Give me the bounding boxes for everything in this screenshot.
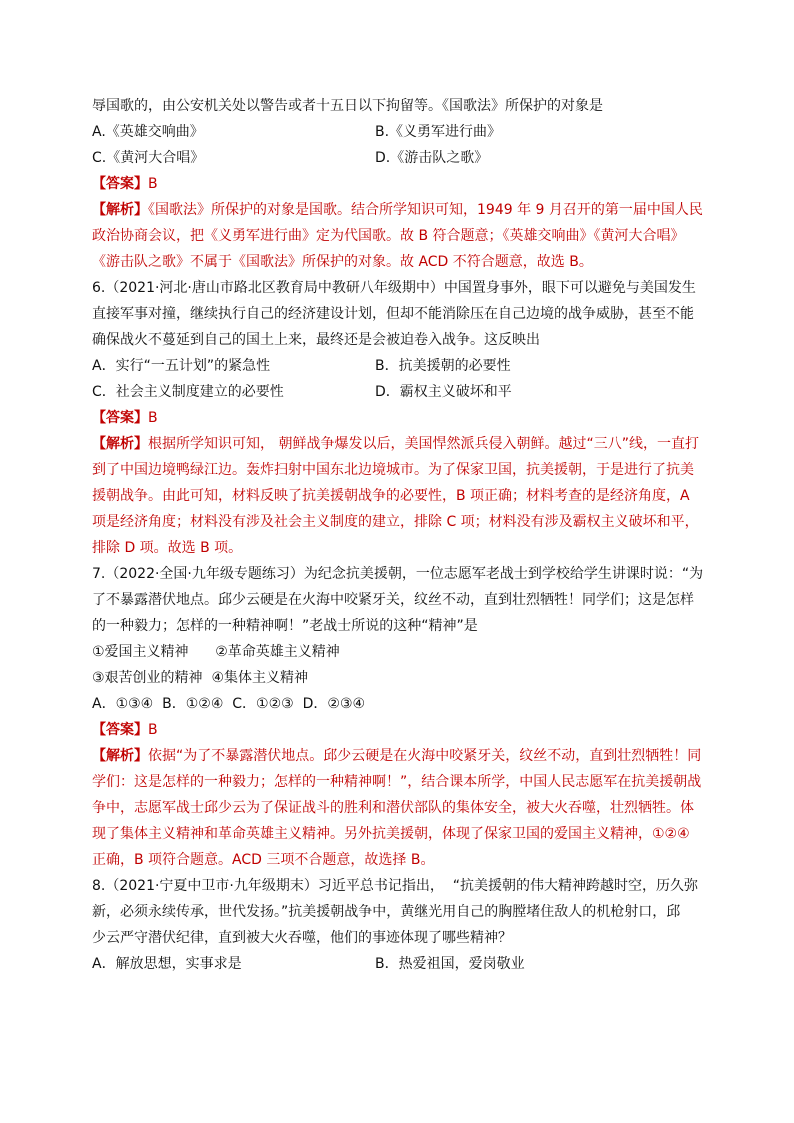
q5-analysis — [92, 197, 716, 275]
q6-option-d: D．霸权主义破坏和平 — [375, 384, 512, 400]
q7-item-row-1: ①爱国主义精神 ②革命英雄主义精神 — [92, 644, 340, 660]
analysis-line: 到了中国边境鸭绿江边。轰炸扫射中国东北边境城市。为了保家卫国，抗美援朝，于是进行了抗美 — [92, 462, 694, 478]
stem-line: 8.（2021·宁夏中卫市·九年级期末）习近平总书记指出， “抗美援朝的伟大精神跨越时空，历久弥 — [92, 878, 699, 894]
q7-options: A．①③④ B．①②④ C．①②③ D．②③④ — [92, 696, 366, 712]
q5-option-b: B.《义勇军进行曲》 — [375, 124, 502, 140]
q6-answer — [92, 405, 716, 431]
q5-option-d: D.《游击队之歌》 — [375, 150, 489, 166]
analysis-line: 依据“为了不暴露潜伏地点。邱少云硬是在火海中咬紧牙关，纹丝不动，直到壮烈牺牲！同 — [148, 748, 702, 764]
answer-tag: 【答案】 — [92, 410, 148, 426]
answer-value: B — [148, 410, 158, 426]
q6-options-row-2 — [92, 379, 716, 405]
answer-value: B — [148, 722, 158, 738]
stem-line: 了不暴露潜伏地点。邱少云硬是在火海中咬紧牙关，纹丝不动，直到壮烈牺牲！同学们；这是怎样 — [92, 592, 694, 608]
q6-options-row-1 — [92, 353, 716, 379]
analysis-line: 现了集体主义精神和革命英雄主义精神。另外抗美援朝，体现了保家卫国的爱国主义精神，①②④ — [92, 826, 690, 842]
answer-value: B — [148, 176, 158, 192]
q7-stem — [92, 561, 716, 639]
q6-option-b: B．抗美援朝的必要性 — [375, 358, 511, 374]
q6-option-a: A．实行“一五计划”的紧急性 — [92, 358, 271, 374]
stem-line: 新，必须永续传承，世代发扬。”抗美援朝战争中，黄继光用自己的胸膛堵住敌人的机枪射口，邱 — [92, 904, 681, 920]
stem-line: 7.（2022·全国·九年级专题练习）为纪念抗美援朝，一位志愿军老战士到学校给学生讲课时说：“为 — [92, 566, 704, 582]
stem-line: 直接军事对撞，继续执行自己的经济建设计划，但却不能消除压在自己边境的战争威胁，甚至不能 — [92, 306, 694, 322]
q7-item-row-2: ③艰苦创业的精神 ④集体主义精神 — [92, 670, 309, 686]
analysis-line: 援朝战争。由此可知，材料反映了抗美援朝战争的必要性，B 项正确；材料考查的是经济角度，A — [92, 488, 690, 504]
stem-line: 的一种毅力；怎样的一种精神啊！”老战士所说的这种“精神”是 — [92, 618, 478, 634]
document-page — [92, 93, 716, 977]
q8-stem — [92, 873, 716, 951]
q6-option-c: C．社会主义制度建立的必要性 — [92, 384, 284, 400]
analysis-line: 排除 D 项。故选 B 项。 — [92, 540, 243, 556]
q8-option-a: A．解放思想，实事求是 — [92, 956, 242, 972]
analysis-tag: 【解析】 — [92, 436, 148, 452]
analysis-line: 正确，B 项符合题意。ACD 三项不合题意，故选择 B。 — [92, 852, 435, 868]
stem-line: 6.（2021·河北·唐山市路北区教育局中教研八年级期中）中国置身事外，眼下可以避免与美国发生 — [92, 280, 696, 296]
q5-answer — [92, 171, 716, 197]
q7-analysis — [92, 743, 716, 873]
analysis-line: 项是经济角度；材料没有涉及社会主义制度的建立，排除 C 项；材料没有涉及霸权主义破坏和平， — [92, 514, 699, 530]
analysis-line: 根据所学知识可知， 朝鲜战争爆发以后，美国悍然派兵侵入朝鲜。越过“三八”线，一直打 — [148, 436, 699, 452]
analysis-line: 政治协商会议，把《义勇军进行曲》定为代国歌。故 B 符合题意；《英雄交响曲》《黄河大合唱》 — [92, 228, 685, 244]
answer-tag: 【答案】 — [92, 722, 148, 738]
q5-stem: 辱国歌的，由公安机关处以警告或者十五日以下拘留等。《国歌法》所保护的对象是 — [92, 98, 603, 114]
answer-tag: 【答案】 — [92, 176, 148, 192]
q6-stem — [92, 275, 716, 353]
stem-line: 确保战火不蔓延到自己的国土上来，最终还是会被迫卷入战争。这反映出 — [92, 332, 540, 348]
q7-answer — [92, 717, 716, 743]
q5-option-c: C.《黄河大合唱》 — [92, 150, 205, 166]
analysis-line: 争中，志愿军战士邱少云为了保证战斗的胜利和潜伏部队的集体安全，被大火吞噬，壮烈牺牲。体 — [92, 800, 694, 816]
q8-options-row-1 — [92, 951, 716, 977]
q5-options-row-2 — [92, 145, 716, 171]
stem-line: 少云严守潜伏纪律，直到被大火吞噬，他们的事迹体现了哪些精神？ — [92, 930, 512, 946]
analysis-tag: 【解析】 — [92, 748, 148, 764]
q5-option-a: A.《英雄交响曲》 — [92, 124, 204, 140]
q5-options-row-1 — [92, 119, 716, 145]
analysis-line: 学们：这是怎样的一种毅力；怎样的一种精神啊！”，结合课本所学，中国人民志愿军在抗美援朝战 — [92, 774, 702, 790]
analysis-tag: 【解析】 — [92, 202, 148, 218]
q6-analysis — [92, 431, 716, 561]
analysis-line: 《国歌法》所保护的对象是国歌。结合所学知识可知，1949 年 9 月召开的第一届中国人民 — [148, 202, 703, 218]
q8-option-b: B．热爱祖国，爱岗敬业 — [375, 956, 525, 972]
analysis-line: 《游击队之歌》不属于《国歌法》所保护的对象。故 ACD 不符合题意，故选 B。 — [92, 254, 593, 270]
